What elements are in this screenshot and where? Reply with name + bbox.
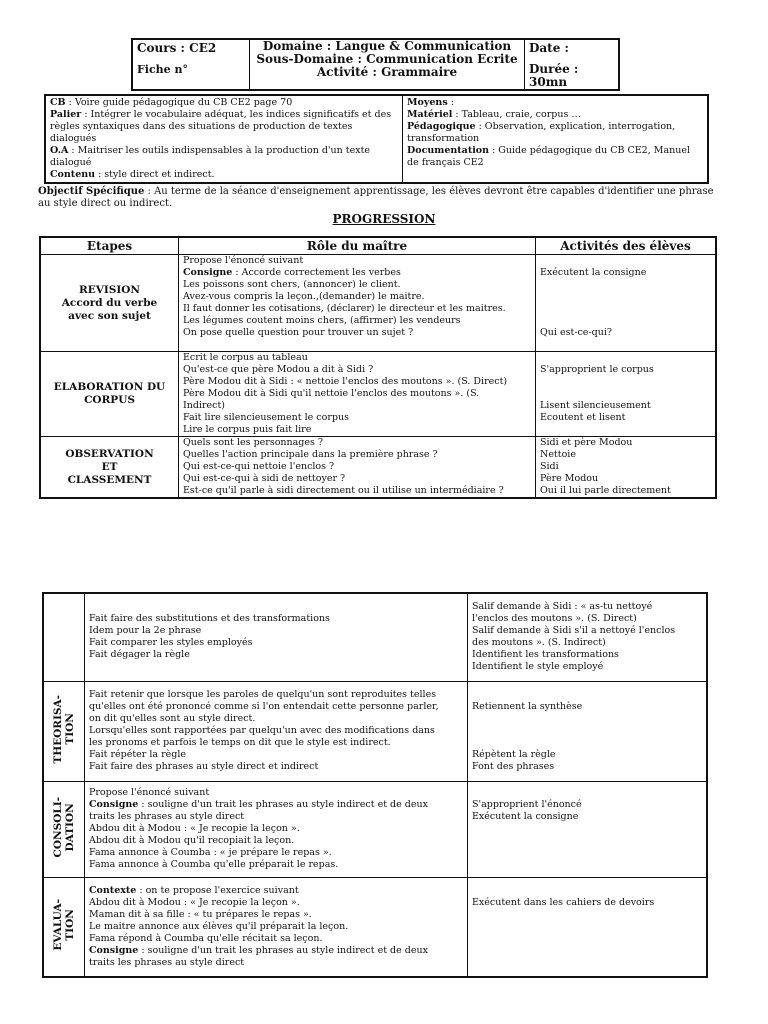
duree-label: Durée : 30mn (529, 62, 579, 89)
header-table (131, 38, 620, 91)
text-line: Propose l'énoncé suivant (183, 255, 304, 266)
text-line (540, 279, 711, 291)
text-line: Lire le corpus puis fait lire (183, 424, 312, 435)
text-line: Identifient le style employé (472, 661, 604, 673)
text-line (472, 725, 702, 737)
cb-left (45, 95, 403, 183)
stage-label: avec son sujet (68, 309, 151, 322)
text-line: Propose l'énoncé suivant (89, 787, 210, 798)
text-line (540, 255, 711, 267)
maitre-cell (85, 681, 468, 781)
text-line (472, 689, 702, 701)
text-line: Exécutent dans les cahiers de devoirs (472, 896, 655, 908)
text-line: qu'elles ont été prononcé comme si l'on entendait cette personne parler, (89, 701, 439, 712)
header-right (525, 39, 620, 90)
text-line: Exécutent la consigne (472, 811, 579, 822)
contenu-line: Contenu : style direct et indirect. (50, 169, 215, 180)
stage-label: CORPUS (84, 394, 135, 406)
text-line: S'approprient le corpus (540, 364, 654, 375)
text-line (540, 315, 711, 327)
text-line: Contexte : on te propose l'exercice suivant (89, 884, 299, 896)
text-line: Qui est-ce-qui? (540, 327, 612, 338)
stage-label: CONSOLI- DATION (52, 796, 76, 858)
text-line: Salif demande à Sidi : « as-tu nettoyé (472, 601, 653, 613)
text-line (540, 352, 711, 364)
text-line: l'enclos des moutons ». (S. Direct) (472, 613, 637, 625)
text-line (472, 823, 702, 835)
maitre-cell (179, 255, 536, 352)
text-line: Fait retenir que lorsque les paroles de quelqu'un sont reproduites telles (89, 689, 437, 700)
stage-label: OBSERVATION (65, 447, 154, 460)
text-line: Fama répond à Coumba qu'elle récitait sa leçon. (89, 932, 323, 944)
text-line: Fama annonce à Coumba : « je prépare le repas ». (89, 847, 332, 858)
text-line: Père Modou dit à Sidi : « nettoie l'enclos des moutons ». (S. Direct) (183, 376, 508, 387)
text-line (540, 388, 711, 400)
stage-cell (40, 255, 179, 352)
palier-line: Palier : Intégrer le vocabulaire adéquat, les indices significatifs et des règles syntaxiques dans des situations de production de textes dialogués (50, 109, 392, 144)
sous-domaine-label: Sous-Domaine : Communication Ecrite (256, 52, 518, 66)
text-line: Fait dégager la règle (89, 649, 190, 661)
text-line: Les poissons sont chers, (annoncer) le client. (183, 279, 401, 290)
maitre-cell (85, 781, 468, 877)
maitre-cell (179, 352, 536, 437)
text-line: Lisent silencieusement (540, 400, 651, 411)
date-label: Date : (529, 41, 569, 55)
stage-cell (43, 781, 85, 877)
text-line (540, 303, 711, 315)
maitre-cell (85, 593, 468, 681)
header-etapes: Etapes (40, 237, 179, 255)
eleves-cell (536, 352, 717, 437)
pedagogique-line: Pédagogique : Observation, explication, interrogation, transformation (407, 121, 676, 144)
stage-label: EVALUA- TION (52, 898, 76, 951)
text-line: les pronoms et parfois le temps on dit que le style est indirect. (89, 737, 391, 748)
text-line (472, 921, 702, 933)
documentation-line: Documentation : Guide pédagogique du CB CE2, Manuel de français CE2 (407, 145, 691, 168)
text-line: Consigne : souligne d'un trait les phrases au style indirect et de deux (89, 944, 428, 956)
header-left (132, 39, 250, 90)
text-line: Abdou dit à Modou qu'il recopiait la leçon. (89, 835, 295, 846)
fiche-label: Fiche n° (137, 63, 189, 76)
text-line: Le maitre annonce aux élèves qu'il préparait la leçon. (89, 920, 349, 932)
eleves-cell (536, 255, 717, 352)
text-line: Abdou dit à Modou : « Je recopie la leçon ». (89, 823, 300, 834)
oa-line: O.A : Maitriser les outils indispensables à la production d'un texte dialogué (50, 145, 371, 168)
text-line: Abdou dit à Modou : « Je recopie la leçon ». (89, 896, 300, 908)
text-line: Est-ce qu'il parle à sidi directement ou il utilise un intermédiaire ? (183, 485, 504, 496)
text-line (472, 859, 702, 871)
text-line (472, 957, 702, 969)
activite-label: Activité : Grammaire (316, 65, 458, 79)
text-line (472, 787, 702, 799)
text-line (472, 847, 702, 859)
text-line: Lorsqu'elles sont rapportées par quelqu'un avec des modifications dans (89, 725, 435, 736)
eleves-cell (468, 681, 708, 781)
stage-cell (43, 593, 85, 681)
eleves-cell (536, 437, 717, 499)
text-line: Qui est-ce-qui à sidi de nettoyer ? (183, 473, 346, 484)
cb-box (44, 94, 709, 184)
table-row (43, 781, 707, 877)
header-activites-eleves: Activités des élèves (536, 237, 717, 255)
text-line: Consigne : souligne d'un trait les phrases au style indirect et de deux (89, 799, 428, 810)
text-line: Retiennent la synthèse (472, 701, 583, 712)
moyens-line: Moyens : (407, 97, 454, 108)
text-line (472, 933, 702, 945)
text-line: Fait répéter la règle (89, 749, 186, 760)
stage-label: THEORISA- TION (52, 694, 76, 764)
eleves-cell (468, 781, 708, 877)
text-line: Fait lire silencieusement le corpus (183, 412, 349, 423)
stage-cell (40, 437, 179, 499)
text-line (472, 909, 702, 921)
text-line: Qui est-ce-qui nettoie l'enclos ? (183, 461, 335, 472)
cb-line: CB : Voire guide pédagogique du CB CE2 page 70 (50, 97, 293, 108)
text-line: Maman dit à sa fille : « tu prépares le repas ». (89, 908, 312, 920)
maitre-cell (85, 877, 468, 977)
header-center (250, 39, 525, 90)
text-line: Sidi et père Modou (540, 437, 633, 448)
text-line: Quelles l'action principale dans la première phrase ? (183, 449, 438, 460)
text-line (472, 713, 702, 725)
objectif-specifique: Objectif Spécifique : Au terme de la séance d'enseignement apprentissage, les élèves devront être capables d'identifier une phrase au style direct ou indirect. (38, 186, 714, 209)
text-line: Fait faire des substitutions et des transformations (89, 613, 330, 625)
table-row (43, 681, 707, 781)
eleves-cell (468, 877, 708, 977)
text-line: Père Modou (540, 473, 599, 484)
cb-right (403, 95, 709, 183)
table-row (40, 352, 716, 437)
text-line: Il faut donner les cotisations, (déclarer) le directeur et les maitres. (183, 303, 506, 314)
text-line: Quels sont les personnages ? (183, 437, 323, 448)
text-line: Avez-vous compris la leçon.,(demander) le maitre. (183, 291, 425, 302)
text-line: Idem pour la 2e phrase (89, 625, 202, 637)
text-line: S'approprient l'énoncé (472, 799, 582, 810)
stage-cell (43, 681, 85, 781)
cours-label: Cours : CE2 (137, 41, 217, 55)
text-line: Salif demande à Sidi s'il a nettoyé l'enclos (472, 625, 676, 637)
text-line (472, 945, 702, 957)
text-line: Exécutent la consigne (540, 267, 647, 278)
materiel-line: Matériel : Tableau, craie, corpus … (407, 109, 581, 120)
text-line (540, 339, 711, 351)
text-line: Ecoutent et lisent (540, 412, 626, 423)
progression-table-2 (42, 592, 708, 978)
text-line: Sidi (540, 461, 559, 472)
text-line (540, 376, 711, 388)
table-header-row (40, 237, 716, 255)
stage-label: Accord du verbe (61, 296, 158, 309)
text-line: Les légumes coutent moins chers, (affirmer) les vendeurs (183, 315, 461, 326)
table-row (43, 593, 707, 681)
text-line (540, 291, 711, 303)
text-line: Consigne : Accorde correctement les verbes (183, 267, 401, 278)
text-line: Identifient les transformations (472, 649, 619, 661)
text-line: Indirect) (183, 400, 225, 411)
stage-cell (40, 352, 179, 437)
text-line: Nettoie (540, 449, 576, 460)
table-row (40, 437, 716, 499)
text-line: Ecrit le corpus au tableau (183, 352, 308, 363)
text-line: Font des phrases (472, 761, 555, 772)
progression-title: PROGRESSION (332, 212, 436, 226)
header-role-maitre: Rôle du maître (179, 237, 536, 255)
text-line: Fait faire des phrases au style direct et indirect (89, 761, 319, 772)
text-line: on dit qu'elles sont au style direct. (89, 713, 256, 724)
text-line (472, 737, 702, 749)
text-line (472, 885, 702, 897)
domaine-label: Domaine : Langue & Communication (262, 39, 512, 53)
text-line: Qu'est-ce que père Modou a dit à Sidi ? (183, 364, 374, 375)
eleves-cell (468, 593, 708, 681)
text-line: Père Modou dit à Sidi qu'il nettoie l'enclos des moutons ». (S. (183, 388, 480, 399)
text-line: traits les phrases au style direct (89, 956, 245, 968)
text-line (183, 339, 531, 351)
text-line: des moutons ». (S. Indirect) (472, 637, 606, 649)
stage-cell (43, 877, 85, 977)
maitre-cell (179, 437, 536, 499)
stage-label: ET (101, 460, 118, 473)
text-line: Fait comparer les styles employés (89, 637, 253, 649)
text-line (472, 835, 702, 847)
text-line: Répètent la règle (472, 749, 556, 760)
text-line (540, 424, 711, 436)
stage-label: REVISION (78, 283, 141, 296)
progression-table-1 (39, 236, 717, 499)
text-line: On pose quelle question pour trouver un sujet ? (183, 327, 414, 338)
stage-label: CLASSEMENT (67, 473, 152, 486)
table-row (43, 877, 707, 977)
text-line: traits les phrases au style direct (89, 811, 245, 822)
text-line: Fama annonce à Coumba qu'elle préparait le repas. (89, 859, 339, 870)
text-line: Oui il lui parle directement (540, 485, 671, 496)
table-row (40, 255, 716, 352)
stage-label: ELABORATION DU (53, 381, 166, 393)
